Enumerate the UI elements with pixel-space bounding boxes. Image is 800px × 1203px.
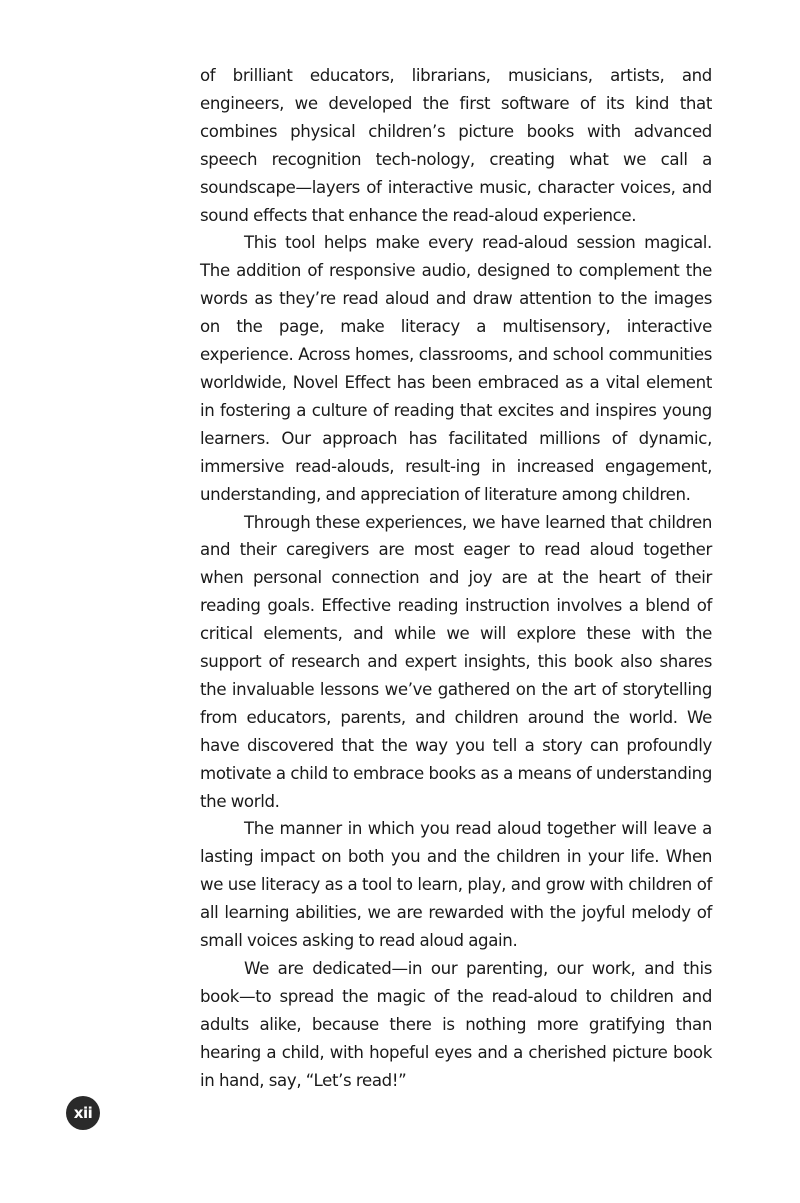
paragraph: This tool helps make every read-aloud session magical. The addition of responsive audio, designed to complement the words as they’re read aloud and draw attention to the images on the page, make literacy a multisensory, interactive experience. Across homes, classrooms, and school communities worldwide, Novel Effect has been embraced as a vital element in fostering a culture of reading that excites and inspires young learners. Our approach has facilitated millions of dynamic, immersive read-alouds, result-ing in increased engagement, understanding, and appreciation of literature among children. xyxy=(200,233,712,504)
paragraph-continued: of brilliant educators, librarians, musicians, artists, and engineers, we developed the first software of its kind that combines physical children’s picture books with advanced speech recognition tech-nology, creating what we call a soundscape—layers of interactive music, character voices, and sound effects that enhance the read-aloud experience. xyxy=(200,66,712,225)
paragraph: The manner in which you read aloud together will leave a lasting impact on both you and the children in your life. When we use literacy as a tool to learn, play, and grow with children of all learning abilities, we are rewarded with the joyful melody of small voices asking to read aloud again. xyxy=(200,819,712,951)
paragraph: We are dedicated—in our parenting, our work, and this book—to spread the magic of the read-aloud to children and adults alike, because there is nothing more gratifying than hearing a child, with hopeful eyes and a cherished picture book in hand, say, “Let’s read!” xyxy=(200,959,712,1090)
paragraph: Through these experiences, we have learned that children and their caregivers are most eager to read aloud together when personal connection and joy are at the heart of their reading goals. Effective reading instruction involves a blend of critical elements, and while we will explore these with the support of research and expert insights, this book also shares the invaluable lessons we’ve gathered on the art of storytelling from educators, parents, and children around the world. We have discovered that the way you tell a story can profoundly motivate a child to embrace books as a means of understanding the world. xyxy=(200,512,712,811)
body-text xyxy=(200,62,712,1095)
page-number-badge: xii xyxy=(66,1096,100,1130)
